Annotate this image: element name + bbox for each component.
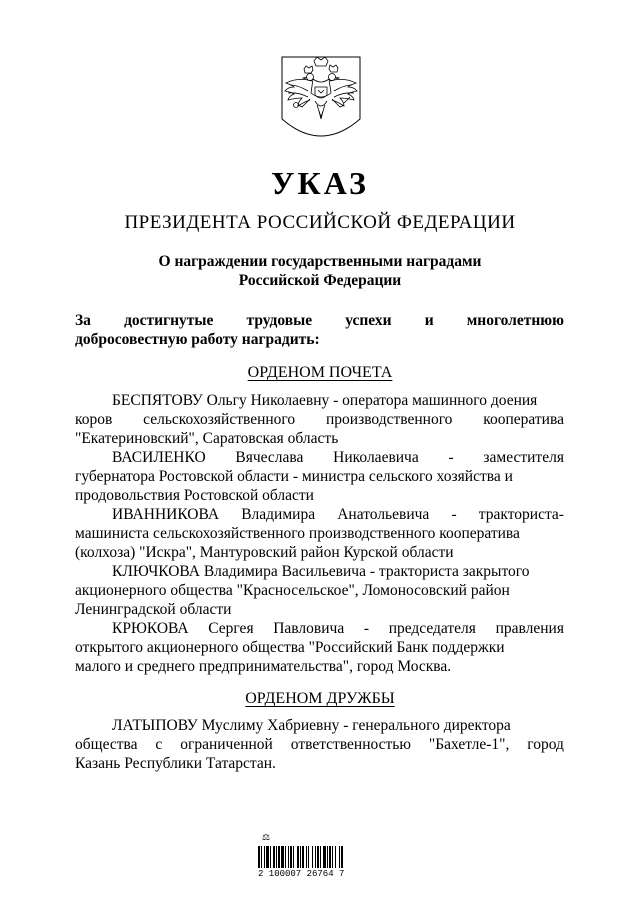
section-heading-order-of-honor (0, 364, 640, 382)
entry-text: губернатора Ростовской области - министра сельского хозяйства и (75, 468, 513, 485)
entry-line (75, 429, 564, 448)
entry-text: Владимира (241, 506, 316, 523)
barcode-bar (290, 846, 292, 868)
award-entry (75, 619, 564, 676)
award-list-order-of-honor (75, 391, 564, 676)
entry-text: (колхоза) "Искра", Мантуровский район Курской области (75, 544, 454, 561)
entry-text: общества (75, 736, 138, 753)
decree-intro (75, 311, 564, 349)
entry-line (75, 735, 564, 754)
barcode-bar (308, 846, 309, 868)
intro-word: и (424, 312, 434, 329)
award-entry (75, 716, 564, 773)
entry-line (75, 600, 564, 619)
entry-text: ответственностью (290, 736, 411, 753)
entry-text: тракториста- (478, 506, 564, 523)
entry-line (75, 467, 564, 486)
intro-word: многолетнюю (466, 312, 564, 329)
entry-line (75, 562, 564, 581)
entry-text: Ленинградской области (75, 601, 232, 618)
barcode-bar (339, 846, 340, 868)
barcode-bar (276, 846, 277, 868)
intro-line (75, 311, 564, 330)
barcode-bar (323, 846, 326, 868)
entry-line (75, 619, 564, 638)
section-heading-text: ОРДЕНОМ ПОЧЕТА (247, 364, 393, 381)
barcode-bar (306, 846, 307, 868)
barcode-bar (335, 846, 336, 868)
intro-word: За (75, 312, 91, 329)
decree-subject (0, 252, 640, 290)
entry-text: сельскохозяйственного (143, 411, 296, 428)
barcode-bar (300, 846, 301, 868)
entry-text: коров (75, 411, 113, 428)
entry-line (75, 505, 564, 524)
entry-text: Павловича (273, 620, 345, 637)
section-heading-text: ОРДЕНОМ ДРУЖБЫ (245, 690, 395, 707)
barcode-bar (341, 846, 343, 868)
barcode-bar (266, 846, 269, 868)
entry-text: КЛЮЧКОВА Владимира Васильевича - тракториста закрытого (112, 563, 530, 580)
entry-text: Сергея (208, 620, 254, 637)
entry-text: ЛАТЫПОВУ Муслиму Хабриевну - генерального директора (112, 717, 511, 734)
document-title: УКАЗ (271, 165, 369, 201)
entry-text: производственного (326, 411, 453, 428)
entry-line (75, 716, 564, 735)
entry-line (75, 524, 564, 543)
entry-line (75, 448, 564, 467)
entry-text: - (363, 620, 370, 637)
section-heading-order-of-friendship (0, 690, 640, 708)
entry-text: ВАСИЛЕНКО (112, 449, 206, 466)
barcode-bar (288, 846, 289, 868)
barcode-bar (327, 846, 328, 868)
barcode-bar (320, 846, 321, 868)
entry-text: машиниста сельскохозяйственного производственного кооператива (75, 525, 520, 542)
award-list-order-of-friendship (75, 716, 564, 773)
barcode-bar (315, 846, 316, 868)
subject-line: О награждении государственными наградами (158, 253, 482, 270)
entry-text: кооператива (483, 411, 564, 428)
entry-text: - (451, 506, 457, 523)
barcode-bar (264, 846, 265, 868)
intro-word: трудовые (246, 312, 313, 329)
barcode-bar (270, 846, 271, 868)
subject-line: Российской Федерации (238, 272, 402, 289)
entry-text: правления (495, 620, 564, 637)
entry-line (75, 754, 564, 773)
barcode-bar (258, 846, 260, 868)
entry-text: БЕСПЯТОВУ Ольгу Николаевну - оператора машинного доения (112, 392, 538, 409)
coat-of-arms-icon (280, 55, 362, 145)
entry-text: "Екатериновский", Саратовская область (75, 430, 339, 447)
entry-text: Николаевича (333, 449, 419, 466)
entry-text: малого и среднего предпринимательства", город Москва. (75, 658, 452, 675)
entry-text: - (448, 449, 454, 466)
printer-mark-icon: ⚖ (262, 832, 271, 842)
entry-text: "Бахетле-1", (428, 736, 510, 753)
barcode-bar (261, 846, 262, 868)
barcode-bar (317, 846, 319, 868)
barcode-bar (293, 846, 294, 868)
entry-text: ИВАННИКОВА (112, 506, 220, 523)
barcode-bar (278, 846, 280, 868)
entry-line (75, 486, 564, 505)
barcode-bar (281, 846, 284, 868)
barcode-bar (312, 846, 313, 868)
entry-text: продовольствия Ростовской области (75, 487, 314, 504)
barcode-bar (329, 846, 331, 868)
entry-text: город (527, 736, 564, 753)
barcode-bar (302, 846, 304, 868)
entry-line (75, 543, 564, 562)
entry-text: открытого акционерного общества "Российский Банк поддержки (75, 639, 505, 656)
entry-line (75, 410, 564, 429)
barcode-bar (297, 846, 299, 868)
entry-line (75, 638, 564, 657)
intro-word: успехи (345, 312, 392, 329)
award-entry (75, 562, 564, 619)
award-entry (75, 391, 564, 448)
award-entry (75, 505, 564, 562)
entry-line (75, 581, 564, 600)
entry-text: акционерного общества "Красносельское", Ломоносовский район (75, 582, 510, 599)
document-subtitle: ПРЕЗИДЕНТА РОССИЙСКОЙ ФЕДЕРАЦИИ (124, 212, 516, 233)
entry-text: Казань Республики Татарстан. (75, 755, 276, 772)
entry-text: ограниченной (180, 736, 273, 753)
entry-line (75, 391, 564, 410)
barcode-bar (273, 846, 275, 868)
barcode-icon (258, 846, 368, 868)
entry-text: с (155, 736, 163, 753)
barcode-bar (332, 846, 333, 868)
entry-text: заместителя (483, 449, 564, 466)
entry-text: Анатольевича (337, 506, 430, 523)
intro-word: достигнутые (124, 312, 214, 329)
entry-text: председателя (388, 620, 476, 637)
barcode-number: 2 100007 26764 7 (258, 869, 345, 879)
intro-line: добросовестную работу наградить: (75, 331, 320, 348)
entry-text: Вячеслава (235, 449, 304, 466)
barcode-bar (285, 846, 286, 868)
award-entry (75, 448, 564, 505)
entry-line (75, 657, 564, 676)
entry-text: КРЮКОВА (112, 620, 189, 637)
barcode (258, 832, 370, 882)
